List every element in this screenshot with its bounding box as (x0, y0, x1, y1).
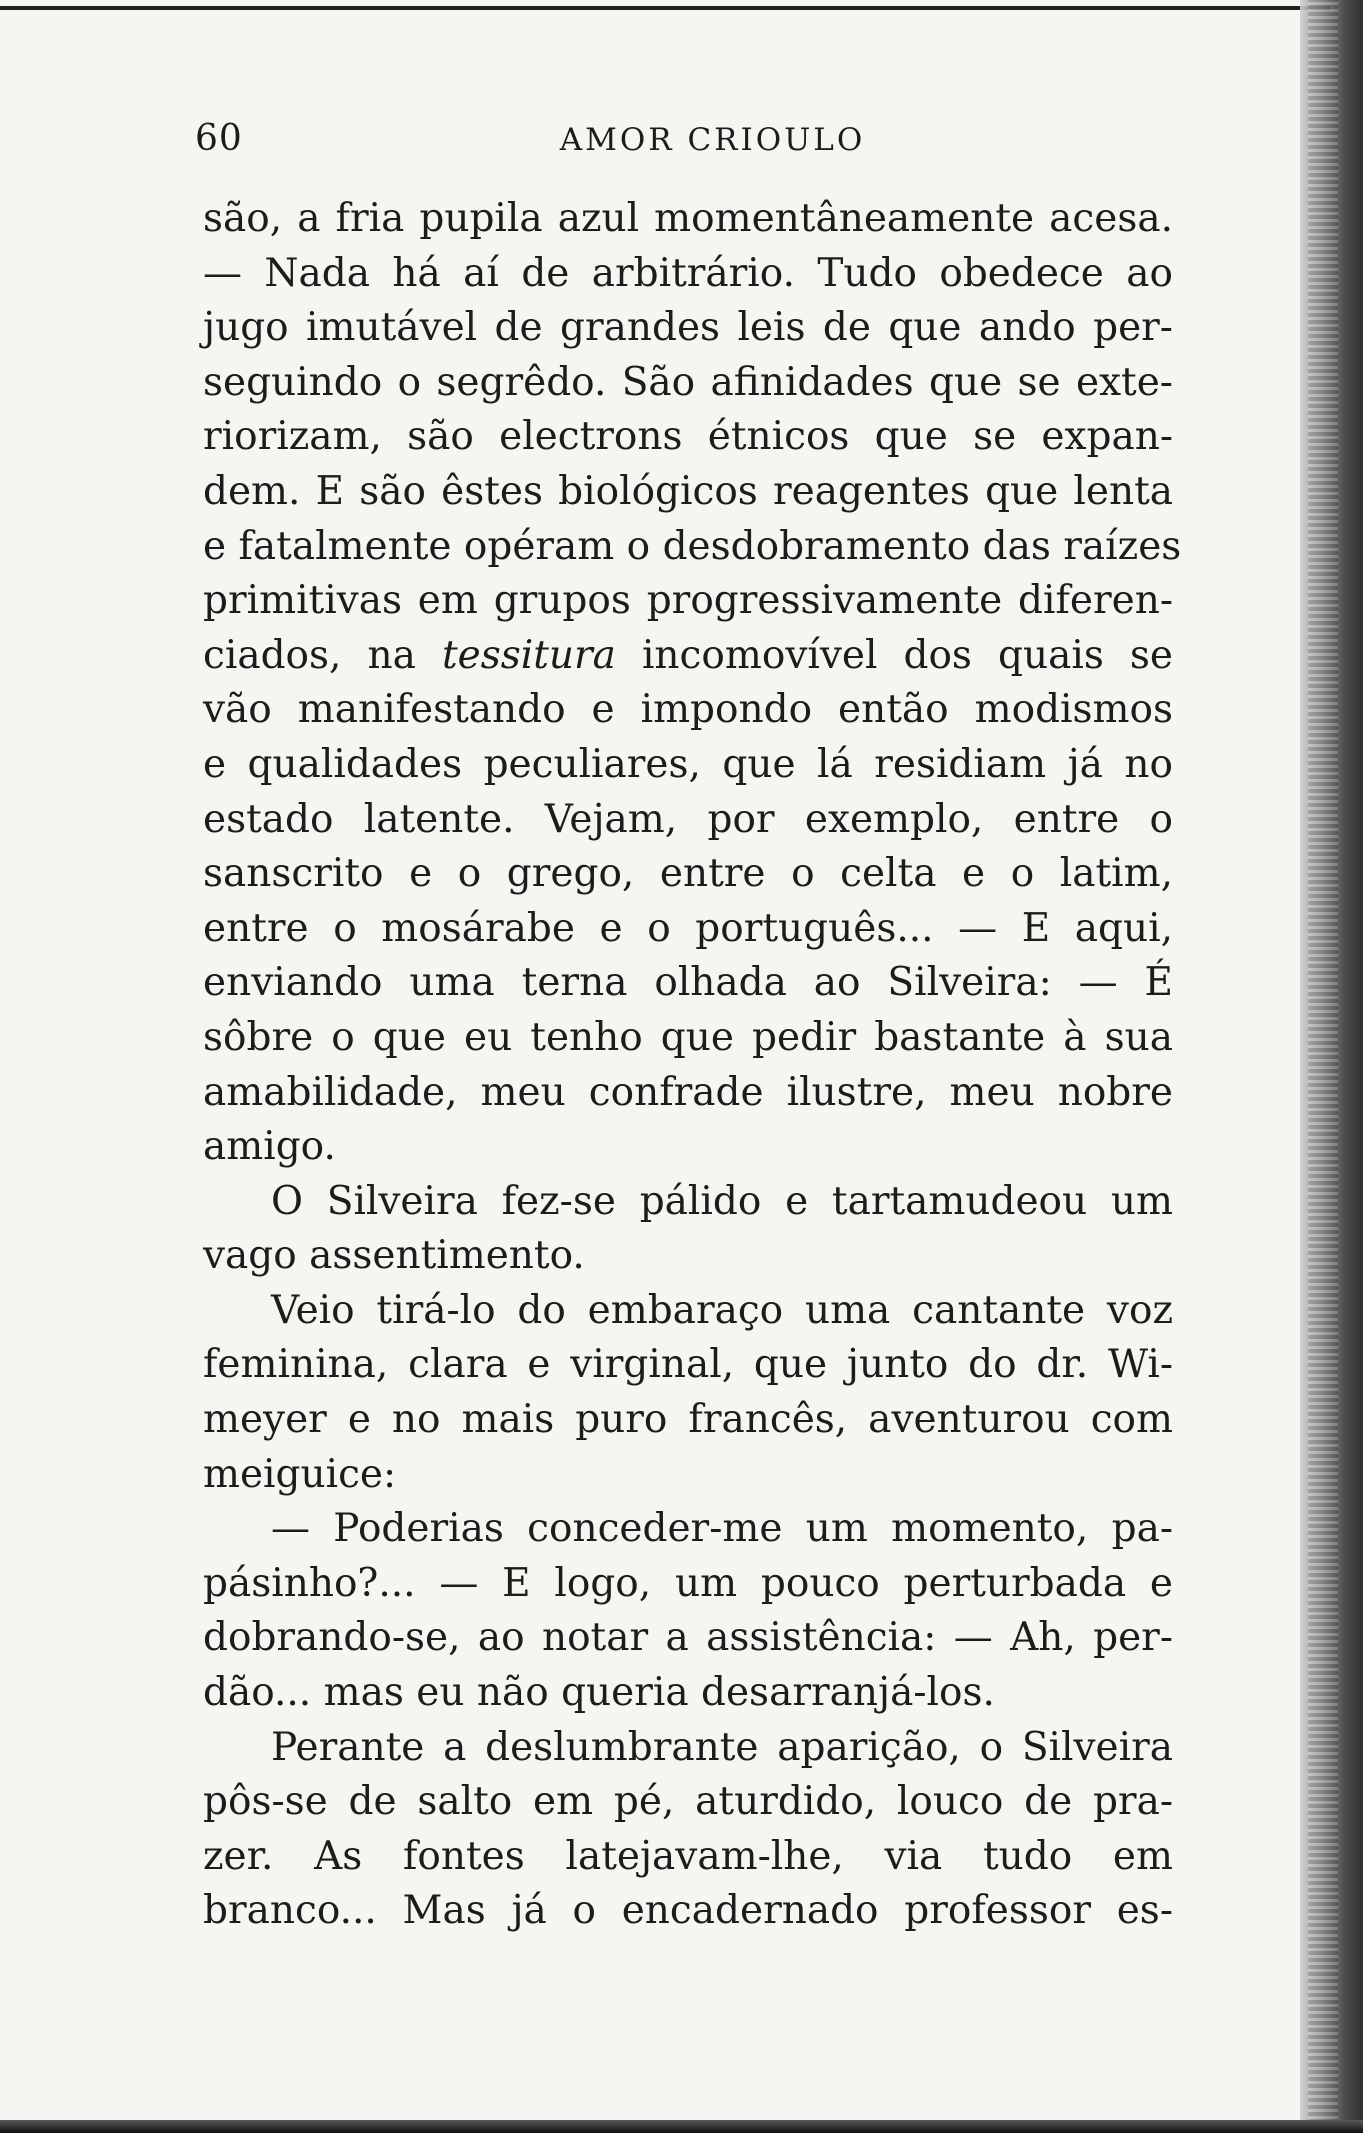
running-title: AMOR CRIOULO (559, 122, 866, 158)
text-line: dão... mas eu não queria desarranjá-los. (203, 1670, 995, 1716)
text-line: — Nada há aí de arbitrário. Tudo obedece ao (203, 250, 1173, 296)
text-line: sôbre o que eu tenho que pedir bastante à sua (203, 1014, 1173, 1060)
page-number: 60 (195, 118, 243, 159)
text-line: entre o mosárabe e o português... — E aqui, (203, 905, 1173, 951)
text-line: dem. E são êstes biológicos reagentes que lenta (203, 468, 1173, 514)
text-line: jugo imutável de grandes leis de que ando per- (203, 305, 1173, 351)
text-line: seguindo o segrêdo. São afinidades que se exte- (203, 359, 1173, 405)
text-line: são, a fria pupila azul momentâneamente acesa. (203, 196, 1173, 241)
text-line: meiguice: (203, 1451, 397, 1497)
text-line: amabilidade, meu confrade ilustre, meu nobre (203, 1069, 1173, 1115)
text-line: O Silveira fez-se pálido e tartamudeou um (271, 1178, 1173, 1224)
text-line: sanscrito e o grego, entre o celta e o latim, (203, 851, 1173, 897)
text-line: e fatalmente opéram o desdobramento das raízes (203, 523, 1182, 569)
page-header (195, 118, 1170, 168)
text-line: meyer e no mais puro francês, aventurou com (203, 1397, 1173, 1443)
text-line: pásinho?... — E logo, um pouco perturbada e (203, 1560, 1173, 1606)
top-rule (0, 6, 1330, 10)
body-text (203, 192, 1182, 1939)
text-line: e qualidades peculiares, que lá residiam já no (203, 741, 1173, 787)
italic-term: tessitura (441, 632, 616, 678)
text-line: feminina, clara e virginal, que junto do dr. Wi- (203, 1342, 1173, 1388)
text-line: — Poderias conceder-me um momento, pa- (271, 1506, 1173, 1552)
text-line: dobrando-se, ao notar a assistência: — Ah, per- (203, 1615, 1173, 1661)
text-line: vão manifestando e impondo então modismos (203, 687, 1173, 733)
text-line: ciados, na tessitura incomovível dos quais se (203, 632, 1173, 678)
page-edge-shadow (1300, 0, 1363, 2133)
text-line: branco... Mas já o encadernado professor es- (203, 1888, 1173, 1934)
text-line: estado latente. Vejam, por exemplo, entre o (203, 796, 1173, 842)
text-line: enviando uma terna olhada ao Silveira: — É (203, 960, 1173, 1006)
text-line: zer. As fontes latejavam-lhe, via tudo em (203, 1833, 1173, 1879)
text-line: pôs-se de salto em pé, aturdido, louco de pra- (203, 1779, 1173, 1825)
bottom-rule (0, 2120, 1363, 2133)
text-line: amigo. (203, 1124, 336, 1170)
text-line: Perante a deslumbrante aparição, o Silveira (271, 1724, 1173, 1770)
text-line: vago assentimento. (203, 1233, 585, 1279)
text-line: riorizam, são electrons étnicos que se expan- (203, 414, 1173, 460)
text-line: Veio tirá-lo do embaraço uma cantante voz (271, 1287, 1173, 1333)
text-line: primitivas em grupos progressivamente diferen- (203, 578, 1173, 624)
